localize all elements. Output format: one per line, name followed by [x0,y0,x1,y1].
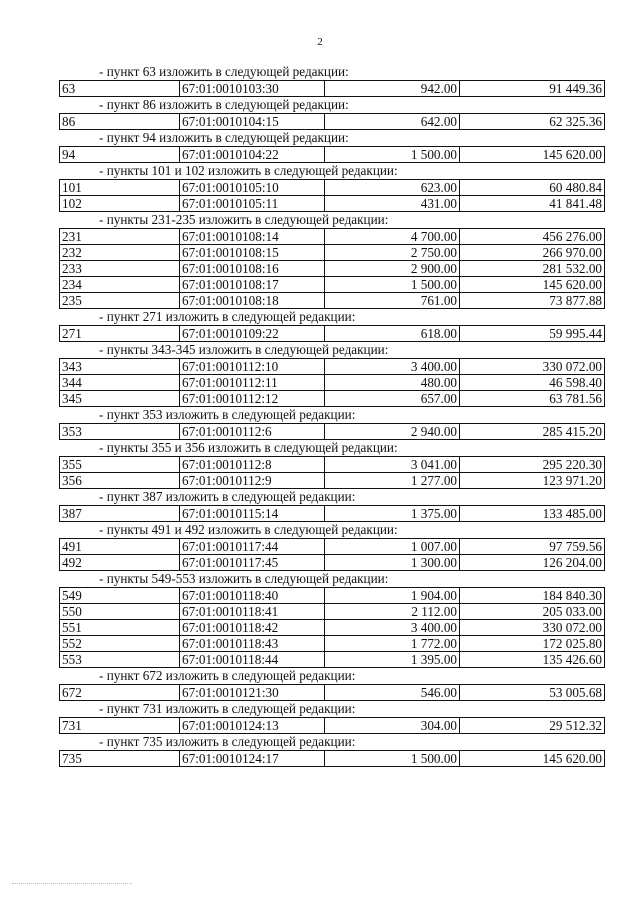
area-cell: 618.00 [325,326,460,342]
cadastral-number-cell: 67:01:0010117:45 [180,555,325,571]
item-number-cell: 63 [60,81,180,97]
cadastral-number-cell: 67:01:0010124:13 [180,718,325,734]
value-cell: 184 840.30 [460,588,605,604]
cadastral-number-cell: 67:01:0010118:43 [180,636,325,652]
table-row [60,229,605,245]
area-cell: 761.00 [325,293,460,309]
value-cell: 135 426.60 [460,652,605,668]
amendment-table [59,456,605,489]
area-cell: 1 375.00 [325,506,460,522]
table-row [60,751,605,767]
amendment-heading: - пункт 94 изложить в следующей редакции: [99,130,349,145]
amendment-heading: - пункт 86 изложить в следующей редакции: [99,97,349,112]
area-cell: 3 400.00 [325,620,460,636]
value-cell: 63 781.56 [460,391,605,407]
table-row [60,245,605,261]
area-cell: 2 900.00 [325,261,460,277]
item-number-cell: 232 [60,245,180,261]
area-cell: 2 112.00 [325,604,460,620]
amendment-heading: - пункт 353 изложить в следующей редакции: [99,407,356,422]
cadastral-number-cell: 67:01:0010118:41 [180,604,325,620]
area-cell: 431.00 [325,196,460,212]
area-cell: 480.00 [325,375,460,391]
value-cell: 281 532.00 [460,261,605,277]
value-cell: 59 995.44 [460,326,605,342]
table-row [60,277,605,293]
area-cell: 4 700.00 [325,229,460,245]
value-cell: 41 841.48 [460,196,605,212]
table-row [60,539,605,555]
table-row [60,293,605,309]
amendment-table [59,325,605,342]
cadastral-number-cell: 67:01:0010108:16 [180,261,325,277]
table-row [60,114,605,130]
table-row [60,588,605,604]
area-cell: 2 940.00 [325,424,460,440]
cadastral-number-cell: 67:01:0010117:44 [180,539,325,555]
value-cell: 126 204.00 [460,555,605,571]
item-number-cell: 549 [60,588,180,604]
table-row [60,604,605,620]
cadastral-number-cell: 67:01:0010105:10 [180,180,325,196]
amendment-heading: - пункт 731 изложить в следующей редакции: [99,701,356,716]
item-number-cell: 672 [60,685,180,701]
value-cell: 73 877.88 [460,293,605,309]
amendment-heading: - пункты 549-553 изложить в следующей редакции: [99,571,389,586]
cadastral-number-cell: 67:01:0010104:15 [180,114,325,130]
item-number-cell: 101 [60,180,180,196]
cadastral-number-cell: 67:01:0010112:8 [180,457,325,473]
area-cell: 1 904.00 [325,588,460,604]
value-cell: 172 025.80 [460,636,605,652]
item-number-cell: 552 [60,636,180,652]
cadastral-number-cell: 67:01:0010104:22 [180,147,325,163]
page-number: 2 [317,36,323,48]
area-cell: 623.00 [325,180,460,196]
area-cell: 642.00 [325,114,460,130]
cadastral-number-cell: 67:01:0010112:10 [180,359,325,375]
value-cell: 123 971.20 [460,473,605,489]
value-cell: 266 970.00 [460,245,605,261]
value-cell: 145 620.00 [460,277,605,293]
value-cell: 330 072.00 [460,359,605,375]
value-cell: 29 512.32 [460,718,605,734]
table-row [60,457,605,473]
value-cell: 145 620.00 [460,751,605,767]
item-number-cell: 94 [60,147,180,163]
area-cell: 1 500.00 [325,751,460,767]
area-cell: 1 277.00 [325,473,460,489]
table-row [60,147,605,163]
item-number-cell: 355 [60,457,180,473]
table-row [60,506,605,522]
item-number-cell: 343 [60,359,180,375]
amendment-table [59,113,605,130]
item-number-cell: 731 [60,718,180,734]
amendment-table [59,750,605,767]
amendment-table [59,80,605,97]
table-row [60,636,605,652]
item-number-cell: 345 [60,391,180,407]
value-cell: 97 759.56 [460,539,605,555]
cadastral-number-cell: 67:01:0010115:14 [180,506,325,522]
table-row [60,391,605,407]
value-cell: 53 005.68 [460,685,605,701]
value-cell: 205 033.00 [460,604,605,620]
amendment-heading: - пункты 355 и 356 изложить в следующей редакции: [99,440,398,455]
table-row [60,620,605,636]
table-row [60,196,605,212]
table-row [60,326,605,342]
value-cell: 145 620.00 [460,147,605,163]
area-cell: 942.00 [325,81,460,97]
item-number-cell: 231 [60,229,180,245]
value-cell: 330 072.00 [460,620,605,636]
amendment-heading: - пункты 491 и 492 изложить в следующей редакции: [99,522,398,537]
amendments-list [59,64,607,767]
cadastral-number-cell: 67:01:0010112:6 [180,424,325,440]
item-number-cell: 234 [60,277,180,293]
amendment-table [59,505,605,522]
amendment-heading: - пункт 63 изложить в следующей редакции: [99,64,349,79]
cadastral-number-cell: 67:01:0010108:14 [180,229,325,245]
item-number-cell: 492 [60,555,180,571]
table-row [60,555,605,571]
amendment-heading: - пункт 735 изложить в следующей редакции: [99,734,356,749]
cadastral-number-cell: 67:01:0010112:12 [180,391,325,407]
table-row [60,375,605,391]
table-row [60,81,605,97]
table-row [60,424,605,440]
value-cell: 133 485.00 [460,506,605,522]
area-cell: 1 500.00 [325,147,460,163]
area-cell: 657.00 [325,391,460,407]
item-number-cell: 235 [60,293,180,309]
value-cell: 62 325.36 [460,114,605,130]
area-cell: 1 395.00 [325,652,460,668]
item-number-cell: 551 [60,620,180,636]
table-row [60,473,605,489]
value-cell: 46 598.40 [460,375,605,391]
amendment-table [59,423,605,440]
cadastral-number-cell: 67:01:0010108:17 [180,277,325,293]
area-cell: 304.00 [325,718,460,734]
table-row [60,718,605,734]
area-cell: 546.00 [325,685,460,701]
amendment-table [59,358,605,407]
value-cell: 285 415.20 [460,424,605,440]
amendment-heading: - пункты 343-345 изложить в следующей редакции: [99,342,389,357]
item-number-cell: 353 [60,424,180,440]
table-row [60,261,605,277]
amendment-heading: - пункт 271 изложить в следующей редакции: [99,309,356,324]
cadastral-number-cell: 67:01:0010112:9 [180,473,325,489]
cadastral-number-cell: 67:01:0010105:11 [180,196,325,212]
area-cell: 2 750.00 [325,245,460,261]
cadastral-number-cell: 67:01:0010118:44 [180,652,325,668]
amendment-table [59,587,605,668]
area-cell: 1 007.00 [325,539,460,555]
cadastral-number-cell: 67:01:0010118:40 [180,588,325,604]
value-cell: 91 449.36 [460,81,605,97]
cadastral-number-cell: 67:01:0010108:18 [180,293,325,309]
value-cell: 60 480.84 [460,180,605,196]
item-number-cell: 86 [60,114,180,130]
area-cell: 1 500.00 [325,277,460,293]
item-number-cell: 344 [60,375,180,391]
item-number-cell: 553 [60,652,180,668]
amendment-heading: - пункт 387 изложить в следующей редакции: [99,489,356,504]
cadastral-number-cell: 67:01:0010124:17 [180,751,325,767]
area-cell: 1 772.00 [325,636,460,652]
item-number-cell: 233 [60,261,180,277]
item-number-cell: 102 [60,196,180,212]
table-row [60,180,605,196]
amendment-heading: - пункты 231-235 изложить в следующей редакции: [99,212,389,227]
amendment-table [59,538,605,571]
cadastral-number-cell: 67:01:0010109:22 [180,326,325,342]
amendment-table [59,146,605,163]
footer-divider [12,883,132,884]
item-number-cell: 387 [60,506,180,522]
amendment-heading: - пункты 101 и 102 изложить в следующей редакции: [99,163,398,178]
item-number-cell: 356 [60,473,180,489]
amendment-table [59,179,605,212]
item-number-cell: 550 [60,604,180,620]
area-cell: 1 300.00 [325,555,460,571]
cadastral-number-cell: 67:01:0010103:30 [180,81,325,97]
cadastral-number-cell: 67:01:0010118:42 [180,620,325,636]
item-number-cell: 271 [60,326,180,342]
amendment-table [59,228,605,309]
table-row [60,652,605,668]
item-number-cell: 491 [60,539,180,555]
cadastral-number-cell: 67:01:0010108:15 [180,245,325,261]
table-row [60,359,605,375]
value-cell: 456 276.00 [460,229,605,245]
area-cell: 3 400.00 [325,359,460,375]
table-row [60,685,605,701]
cadastral-number-cell: 67:01:0010112:11 [180,375,325,391]
value-cell: 295 220.30 [460,457,605,473]
amendment-table [59,684,605,701]
area-cell: 3 041.00 [325,457,460,473]
cadastral-number-cell: 67:01:0010121:30 [180,685,325,701]
amendment-heading: - пункт 672 изложить в следующей редакции: [99,668,356,683]
amendment-table [59,717,605,734]
item-number-cell: 735 [60,751,180,767]
